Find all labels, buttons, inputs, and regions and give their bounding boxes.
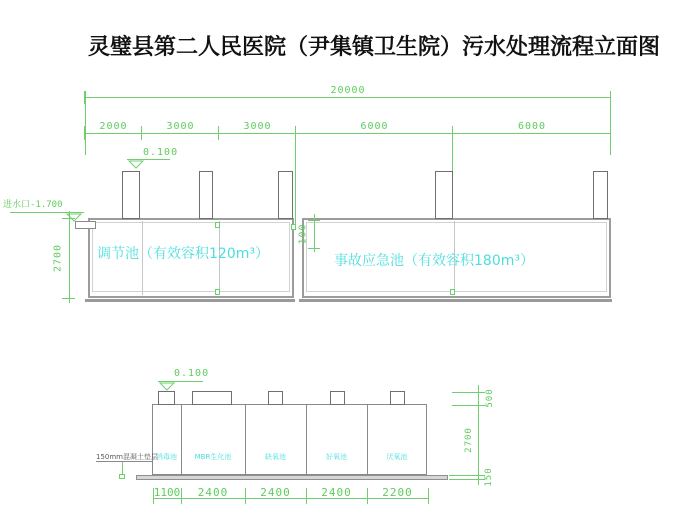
dim-tick bbox=[62, 298, 75, 299]
lower-segment-dim-label: 2400 bbox=[260, 486, 291, 499]
upper-depth-dim-label: 2700 bbox=[52, 243, 64, 273]
upper-depth-dim-line bbox=[69, 211, 70, 303]
vent-stub bbox=[158, 391, 175, 405]
vent-stub bbox=[192, 391, 232, 405]
extension-line bbox=[452, 392, 480, 393]
inlet-elevation-label: 进水口-1.700 bbox=[3, 200, 63, 210]
dim-tick bbox=[308, 220, 320, 221]
right-dim-label: 150 bbox=[484, 467, 494, 487]
extension-line bbox=[452, 405, 480, 406]
compartment-label: 缺氧池 bbox=[265, 453, 286, 461]
upper-segment-dim-label: 6000 bbox=[517, 121, 547, 132]
upper-segment-dim-label: 6000 bbox=[360, 121, 389, 132]
lower-elevation-label: 0.100 bbox=[174, 368, 210, 379]
extension-line bbox=[610, 91, 611, 155]
dim-tick bbox=[308, 248, 320, 249]
dim-tick bbox=[62, 218, 75, 219]
lower-segment-dim-label: 2400 bbox=[197, 486, 229, 499]
upper-total-dim-label: 20000 bbox=[330, 85, 366, 96]
partition-line bbox=[181, 405, 182, 474]
vent-stub bbox=[278, 171, 293, 219]
equipment-tank-outline bbox=[152, 404, 427, 475]
tank-base-line bbox=[85, 299, 295, 302]
compartment-label: 好氧池 bbox=[326, 453, 347, 461]
inlet-pipe bbox=[75, 221, 96, 229]
drawing-title: 灵璧县第二人民医院（尹集镇卫生院）污水处理流程立面图 bbox=[88, 34, 661, 60]
vent-stub bbox=[199, 171, 213, 219]
right-dim-label: 2700 bbox=[464, 427, 474, 453]
base-slab bbox=[136, 475, 448, 480]
marker-square bbox=[119, 474, 125, 479]
upper-segment-dim-label: 3000 bbox=[243, 121, 272, 132]
freeboard-dim-label: 100 bbox=[297, 223, 309, 245]
dim-tick bbox=[428, 488, 429, 504]
upper-segment-dim-line bbox=[85, 133, 611, 134]
extension-line bbox=[449, 475, 480, 476]
base-note-label: 150mm混凝土垫层 bbox=[96, 453, 158, 461]
extension-line bbox=[85, 91, 86, 155]
elevation-triangle-icon bbox=[159, 382, 175, 391]
lower-segment-dim-label: 2400 bbox=[321, 486, 352, 499]
partition-line bbox=[367, 405, 368, 474]
lower-segment-dim-label: 2200 bbox=[382, 486, 413, 499]
compartment-label: MBR生化池 bbox=[194, 453, 232, 461]
vent-stub bbox=[390, 391, 405, 405]
leader-line bbox=[96, 461, 153, 462]
right-dim-line bbox=[478, 385, 479, 485]
regulating-tank-label: 调节池（有效容积120m³） bbox=[97, 246, 269, 262]
upper-total-dim-line bbox=[85, 97, 611, 98]
vent-stub bbox=[268, 391, 283, 405]
marker-square bbox=[291, 224, 296, 230]
vent-stub bbox=[593, 171, 608, 219]
lower-segment-dim-label: 1100 bbox=[153, 486, 181, 499]
tank-base-line bbox=[299, 299, 612, 302]
upper-elevation-label: 0.100 bbox=[143, 147, 179, 158]
vent-stub bbox=[330, 391, 345, 405]
marker-square bbox=[215, 222, 220, 228]
emergency-tank-label: 事故应急池（有效容积180m³） bbox=[334, 253, 534, 269]
partition-line bbox=[245, 405, 246, 474]
marker-square bbox=[450, 289, 455, 295]
partition-line bbox=[306, 405, 307, 474]
upper-segment-dim-label: 2000 bbox=[99, 121, 128, 132]
extension-line bbox=[295, 140, 296, 224]
elevation-triangle-icon bbox=[128, 160, 144, 169]
compartment-label: 消毒池 bbox=[156, 453, 177, 461]
compartment-label: 厌氧池 bbox=[386, 453, 408, 461]
upper-segment-dim-label: 3000 bbox=[166, 121, 195, 132]
marker-square bbox=[215, 289, 220, 295]
extension-line bbox=[449, 479, 480, 480]
vent-stub bbox=[435, 171, 453, 219]
right-dim-label: 500 bbox=[485, 388, 495, 408]
vent-stub bbox=[122, 171, 140, 219]
